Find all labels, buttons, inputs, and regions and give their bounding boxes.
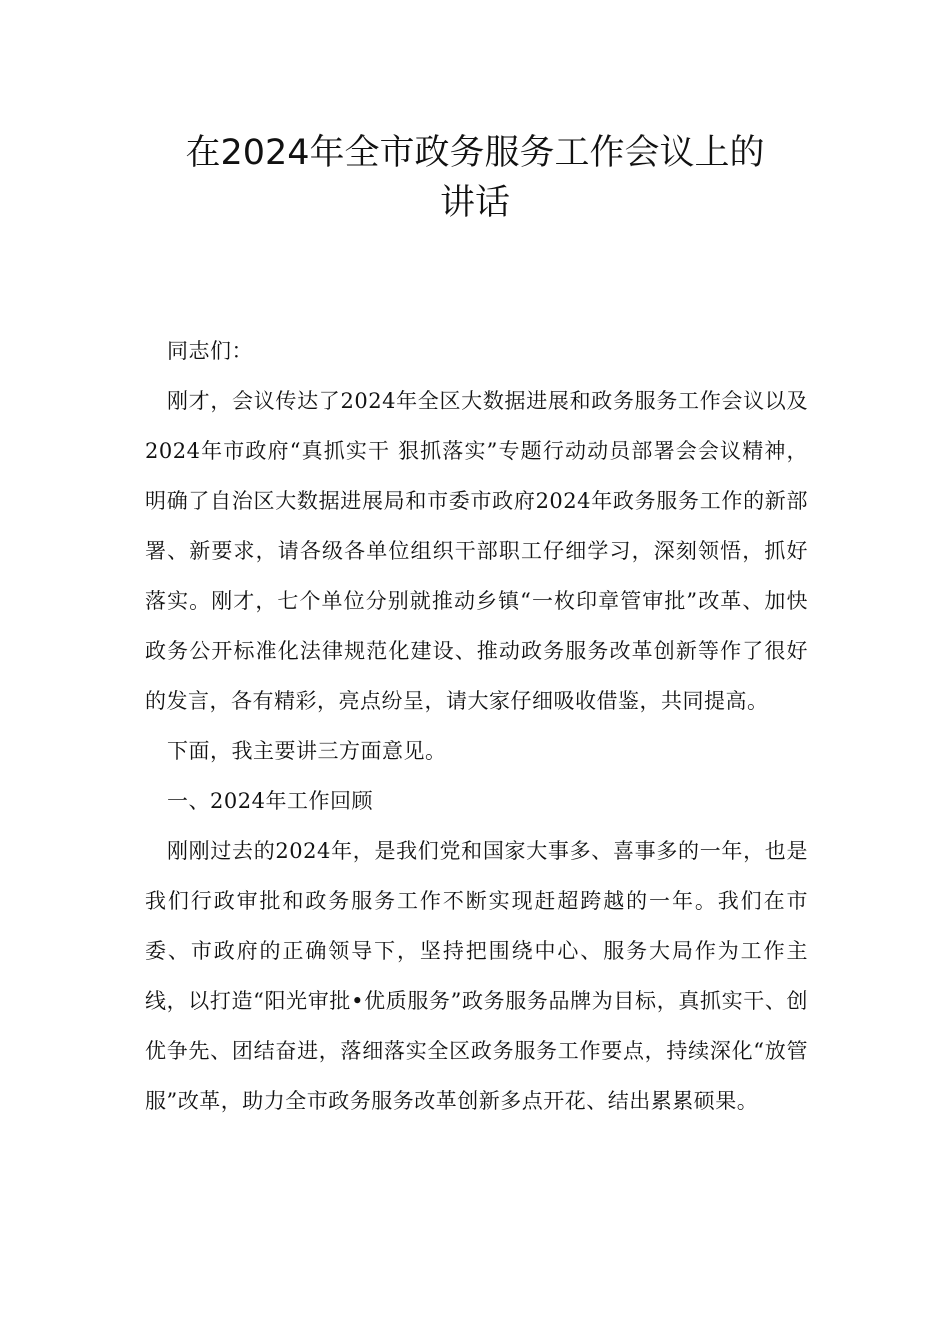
section-heading-1: 一、2024年工作回顾 [167, 789, 373, 813]
outline-paragraph: 下面，我主要讲三方面意见。 [167, 739, 447, 763]
salutation-paragraph: 同志们： [167, 339, 253, 363]
review-paragraph: 刚刚过去的2024年，是我们党和国家大事多、喜事多的一年，也是我们行政审批和政务服务工作不断实现赶超跨越的一年。我们在市委、市政府的正确领导下，坚持把围绕中心、服务大局作为工作主线，以打造“阳光审批•优质服务”政务服务品牌为目标，真抓实干、创优争先、团结奋进，落细落实全区政务服务工作要点，持续深化“放管服”改革，助力全市政务服务改革创新多点开花、结出累累硕果。 [145, 839, 808, 1113]
document-body [145, 326, 808, 1126]
title-line-1: 在2024年全市政务服务工作会议上的 [185, 133, 765, 173]
intro-paragraph: 刚才，会议传达了2024年全区大数据进展和政务服务工作会议以及2024年市政府“真抓实干 狠抓落实”专题行动动员部署会会议精神，明确了自治区大数据进展局和市委市政府2024年政务服务工作的新部署、新要求，请各级各单位组织干部职工仔细学习，深刻领悟，抓好落实。刚才，七个单位分别就推动乡镇“一枚印章管审批”改革、加快政务公开标准化法律规范化建设、推动政务服务改革创新等作了很好的发言，各有精彩，亮点纷呈，请大家仔细吸收借鉴，共同提高。 [145, 389, 808, 713]
document-title [120, 128, 830, 228]
title-line-2: 讲话 [439, 183, 510, 223]
